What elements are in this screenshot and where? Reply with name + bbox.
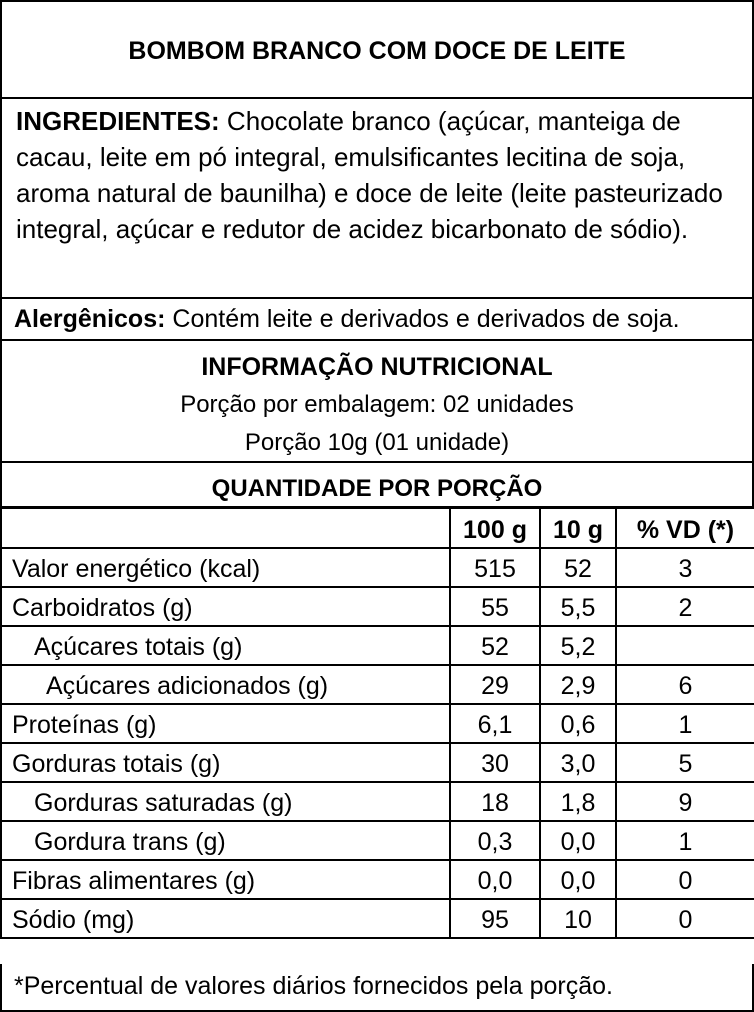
- value-100g: 52: [450, 626, 540, 665]
- nutrient-name: Carboidratos (g): [1, 587, 450, 626]
- value-10g: 5,5: [540, 587, 616, 626]
- value-vd: 5: [616, 743, 754, 782]
- ingredients-section: [0, 99, 754, 299]
- product-title: BOMBOM BRANCO COM DOCE DE LEITE: [0, 0, 754, 99]
- value-10g: 10: [540, 899, 616, 938]
- column-header-10g: 10 g: [540, 508, 616, 548]
- table-row: [1, 743, 754, 782]
- value-100g: 0,3: [450, 821, 540, 860]
- value-10g: 1,8: [540, 782, 616, 821]
- table-row: [1, 821, 754, 860]
- allergens-section: [0, 299, 754, 341]
- quantity-heading: QUANTIDADE POR PORÇÃO: [0, 463, 754, 508]
- table-row: [1, 626, 754, 665]
- table-row: [1, 782, 754, 821]
- value-vd: 6: [616, 665, 754, 704]
- value-100g: 95: [450, 899, 540, 938]
- column-header-vd: % VD (*): [616, 508, 754, 548]
- table-row: [1, 548, 754, 587]
- nutrient-name: Gorduras totais (g): [1, 743, 450, 782]
- value-100g: 6,1: [450, 704, 540, 743]
- servings-per-package: Porção por embalagem: 02 unidades: [180, 391, 574, 418]
- nutrient-name: Açúcares adicionados (g): [1, 665, 450, 704]
- value-100g: 55: [450, 587, 540, 626]
- nutrition-title: INFORMAÇÃO NUTRICIONAL: [201, 353, 553, 381]
- value-10g: 52: [540, 548, 616, 587]
- value-10g: 5,2: [540, 626, 616, 665]
- ingredients-text: Chocolate branco (açúcar, manteiga de cacau, leite em pó integral, emulsificantes lecitina de soja, aroma natural de baunilha) e doce de leite (leite pasteurizado integral, açúcar e redutor de acidez bicarbonato de sódio).: [16, 106, 723, 244]
- value-100g: 29: [450, 665, 540, 704]
- table-row: [1, 665, 754, 704]
- footnote: *Percentual de valores diários fornecidos pela porção.: [0, 964, 754, 1012]
- value-100g: 18: [450, 782, 540, 821]
- nutrient-name: Gordura trans (g): [1, 821, 450, 860]
- nutrient-name: Açúcares totais (g): [1, 626, 450, 665]
- value-vd: [616, 626, 754, 665]
- nutrient-name: Proteínas (g): [1, 704, 450, 743]
- nutrient-name: Fibras alimentares (g): [1, 860, 450, 899]
- allergens-label: Alergênicos:: [14, 305, 166, 333]
- ingredients-label: INGREDIENTES:: [16, 106, 220, 136]
- serving-size: Porção 10g (01 unidade): [244, 429, 510, 456]
- table-header-row: [1, 508, 754, 548]
- value-vd: 3: [616, 548, 754, 587]
- value-vd: 1: [616, 704, 754, 743]
- nutrient-name: Valor energético (kcal): [1, 548, 450, 587]
- value-100g: 0,0: [450, 860, 540, 899]
- allergens-text: Contém leite e derivados e derivados de soja.: [165, 305, 680, 333]
- value-vd: 0: [616, 860, 754, 899]
- nutrient-name: Sódio (mg): [1, 899, 450, 938]
- nutrition-table: [0, 507, 754, 939]
- value-100g: 30: [450, 743, 540, 782]
- value-10g: 3,0: [540, 743, 616, 782]
- value-10g: 0,0: [540, 860, 616, 899]
- nutrition-header: [0, 341, 754, 463]
- value-vd: 9: [616, 782, 754, 821]
- table-row: [1, 704, 754, 743]
- value-10g: 0,0: [540, 821, 616, 860]
- value-10g: 0,6: [540, 704, 616, 743]
- value-10g: 2,9: [540, 665, 616, 704]
- value-vd: 0: [616, 899, 754, 938]
- value-vd: 2: [616, 587, 754, 626]
- table-row: [1, 587, 754, 626]
- value-100g: 515: [450, 548, 540, 587]
- column-header-100g: 100 g: [450, 508, 540, 548]
- table-row: [1, 899, 754, 938]
- column-header-blank: [1, 508, 450, 548]
- table-row: [1, 860, 754, 899]
- nutrient-name: Gorduras saturadas (g): [1, 782, 450, 821]
- value-vd: 1: [616, 821, 754, 860]
